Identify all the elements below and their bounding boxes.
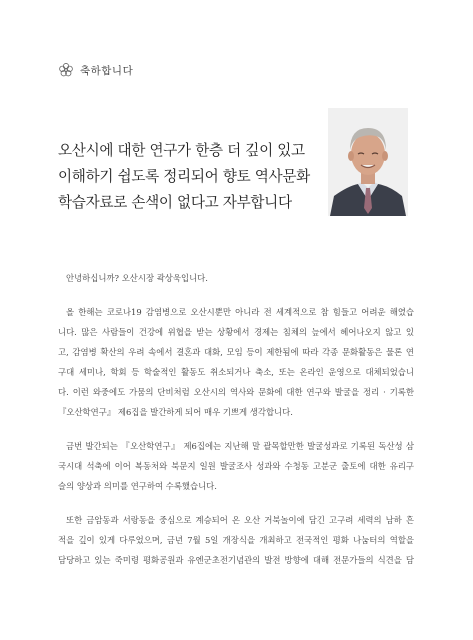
text-line: 금번 발간되는 『오산학연구』 제6집에는 지난해 말 괄목할만한 발굴성과로 기록된 독산성 삼 [66,441,414,451]
text-line: 니다. 많은 사람들이 건강에 위협을 받는 상황에서 경제는 침체의 늪에서 헤어나오지 않고 있 [58,327,414,337]
headline-line-2: 이해하기 쉽도록 정리되어 향토 역사문화 [58,168,310,185]
paragraph-3 [58,510,414,570]
text-line: 『오산학연구』 제6집을 발간하게 되어 매우 기쁘게 생각합니다. [58,407,293,417]
text-line: 고, 감염병 확산의 우려 속에서 결혼과 대화, 모임 등이 제한됨에 따라 각종 문화활동은 물론 연 [58,347,414,357]
message-body [58,268,414,570]
portrait-illustration [328,108,408,216]
section-header [58,62,133,78]
text-line: 적을 깊이 있게 다루었으며, 금년 7월 5일 개장식을 개최하고 전국적인 평화 나눔터의 역할을 [58,535,414,545]
text-line: 국시대 석축에 이어 복동처와 북문지 일원 발굴조사 성과와 수청동 고분군 출토에 대한 유리구 [58,461,414,471]
text-line: 담당하고 있는 죽미령 평화공원과 유엔군초전기념관의 발전 방향에 대해 전문가들의 식견을 담 [58,555,414,565]
mayor-portrait-photo [328,108,408,216]
section-label: 축하합니다 [80,64,134,77]
text-line: 슬의 양상과 의미를 연구하여 수록했습니다. [58,481,217,491]
text-line: 또한 금암동과 서랑동을 중심으로 계승되어 온 오산 거북놀이에 담긴 고구려 세력의 남하 흔 [66,515,414,525]
paragraph-greeting [58,268,414,288]
text-line: 다. 이런 와중에도 가뭄의 단비처럼 오산시의 역사와 문화에 대한 연구와 발굴을 정리 · 기록한 [58,387,414,397]
flower-icon [58,62,74,78]
text-line: 올 한해는 코로나19 감염병으로 오산시뿐만 아니라 전 세계적으로 참 힘들고 어려운 해였습 [66,307,414,317]
text-line: 구대 세미나, 학회 등 학술적인 활동도 취소되거나 축소, 또는 온라인 운영으로 대체되었습니 [58,367,414,377]
headline [58,138,328,216]
paragraph-2 [58,436,414,496]
headline-line-1: 오산시에 대한 연구가 한층 더 깊이 있고 [58,142,305,159]
paragraph-1 [58,302,414,422]
text-line: 안녕하십니까? 오산시장 곽상욱입니다. [66,273,208,283]
headline-line-3: 학습자료로 손색이 없다고 자부합니다 [58,194,292,211]
